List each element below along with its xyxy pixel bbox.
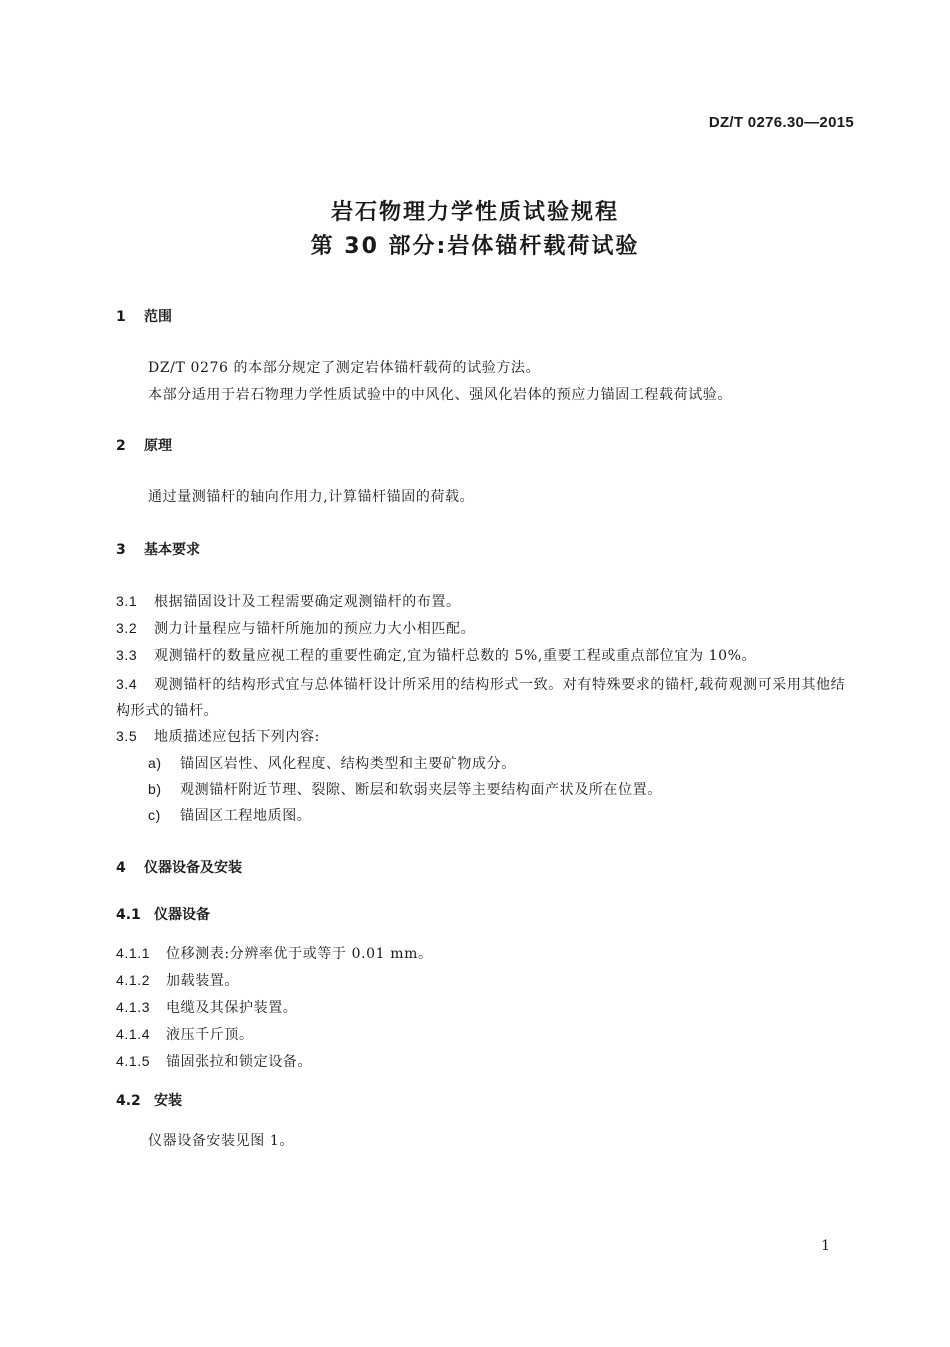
section-number: 2 xyxy=(116,438,126,454)
clause-item xyxy=(116,591,461,611)
clause-number: 4.1.5 xyxy=(116,1053,151,1069)
paragraph: DZ/T 0276 的本部分规定了测定岩体锚杆载荷的试验方法。 xyxy=(148,360,541,376)
sub-item-text: 锚固区岩性、风化程度、结构类型和主要矿物成分。 xyxy=(180,756,516,772)
paragraph: 通过量测锚杆的轴向作用力,计算锚杆锚固的荷载。 xyxy=(148,489,475,505)
subsection-number: 4.2 xyxy=(116,1093,141,1109)
section-2-heading xyxy=(116,435,172,455)
standard-code: DZ/T 0276.30—2015 xyxy=(708,114,854,131)
section-title: 原理 xyxy=(144,438,172,454)
clause-number: 4.1.1 xyxy=(116,945,151,961)
clause-item xyxy=(116,726,320,746)
section-title: 范围 xyxy=(144,309,172,325)
clause-text: 位移测表:分辨率优于或等于 0.01 mm。 xyxy=(166,946,433,962)
section-title: 仪器设备及安装 xyxy=(144,860,242,876)
paragraph: 本部分适用于岩石物理力学性质试验中的中风化、强风化岩体的预应力锚固工程载荷试验。 xyxy=(148,387,732,403)
clause-item xyxy=(116,970,239,990)
sub-item-label: c) xyxy=(148,807,161,823)
document-subtitle: 第 30 部分:岩体锚杆载荷试验 xyxy=(310,234,640,259)
section-title: 基本要求 xyxy=(144,542,200,558)
clause-item xyxy=(116,997,297,1017)
page-number: 1 xyxy=(821,1238,830,1254)
clause-text: 电缆及其保护装置。 xyxy=(166,1000,298,1016)
clause-number: 4.1.3 xyxy=(116,999,151,1015)
sub-item-text: 锚固区工程地质图。 xyxy=(180,808,312,824)
sub-item xyxy=(148,753,516,773)
clause-text: 根据锚固设计及工程需要确定观测锚杆的布置。 xyxy=(154,594,461,610)
subsection-number: 4.1 xyxy=(116,907,141,923)
clause-text: 锚固张拉和锁定设备。 xyxy=(166,1054,312,1070)
clause-item xyxy=(116,1051,312,1071)
clause-number: 3.5 xyxy=(116,728,138,744)
subsection-title: 仪器设备 xyxy=(154,907,210,923)
clause-text: 液压千斤顶。 xyxy=(166,1027,254,1043)
section-number: 3 xyxy=(116,542,126,558)
clause-number: 3.1 xyxy=(116,593,138,609)
paragraph: 仪器设备安装见图 1。 xyxy=(148,1133,294,1149)
section-3-heading xyxy=(116,539,200,559)
subsection-4-2-heading xyxy=(116,1090,182,1110)
sub-item-label: b) xyxy=(148,781,162,797)
sub-item xyxy=(148,805,311,825)
clause-number: 3.3 xyxy=(116,647,138,663)
sub-item-text: 观测锚杆附近节理、裂隙、断层和软弱夹层等主要结构面产状及所在位置。 xyxy=(180,782,662,798)
section-1-heading xyxy=(116,306,172,326)
clause-number: 4.1.2 xyxy=(116,972,151,988)
clause-text: 加载装置。 xyxy=(166,973,239,989)
clause-text: 地质描述应包括下列内容: xyxy=(154,729,320,745)
clause-item xyxy=(116,943,433,963)
clause-text: 观测锚杆的结构形式宜与总体锚杆设计所采用的结构形式一致。对有特殊要求的锚杆,载荷观测可采用其他结构形式的锚杆。 xyxy=(116,677,846,719)
subsection-title: 安装 xyxy=(154,1093,182,1109)
clause-number: 3.4 xyxy=(116,676,138,692)
document-title: 岩石物理力学性质试验规程 xyxy=(330,200,619,225)
section-number: 4 xyxy=(116,860,126,876)
subsection-4-1-heading xyxy=(116,904,210,924)
clause-item xyxy=(116,618,475,638)
sub-item xyxy=(148,779,662,799)
clause-item xyxy=(116,1024,254,1044)
clause-text: 观测锚杆的数量应视工程的重要性确定,宜为锚杆总数的 5%,重要工程或重点部位宜为 10%。 xyxy=(154,648,757,664)
section-number: 1 xyxy=(116,309,126,325)
clause-item xyxy=(116,671,856,724)
sub-item-label: a) xyxy=(148,755,162,771)
clause-number: 3.2 xyxy=(116,620,138,636)
clause-number: 4.1.4 xyxy=(116,1026,151,1042)
clause-text: 测力计量程应与锚杆所施加的预应力大小相匹配。 xyxy=(154,621,476,637)
section-4-heading xyxy=(116,857,242,877)
clause-item xyxy=(116,645,756,665)
